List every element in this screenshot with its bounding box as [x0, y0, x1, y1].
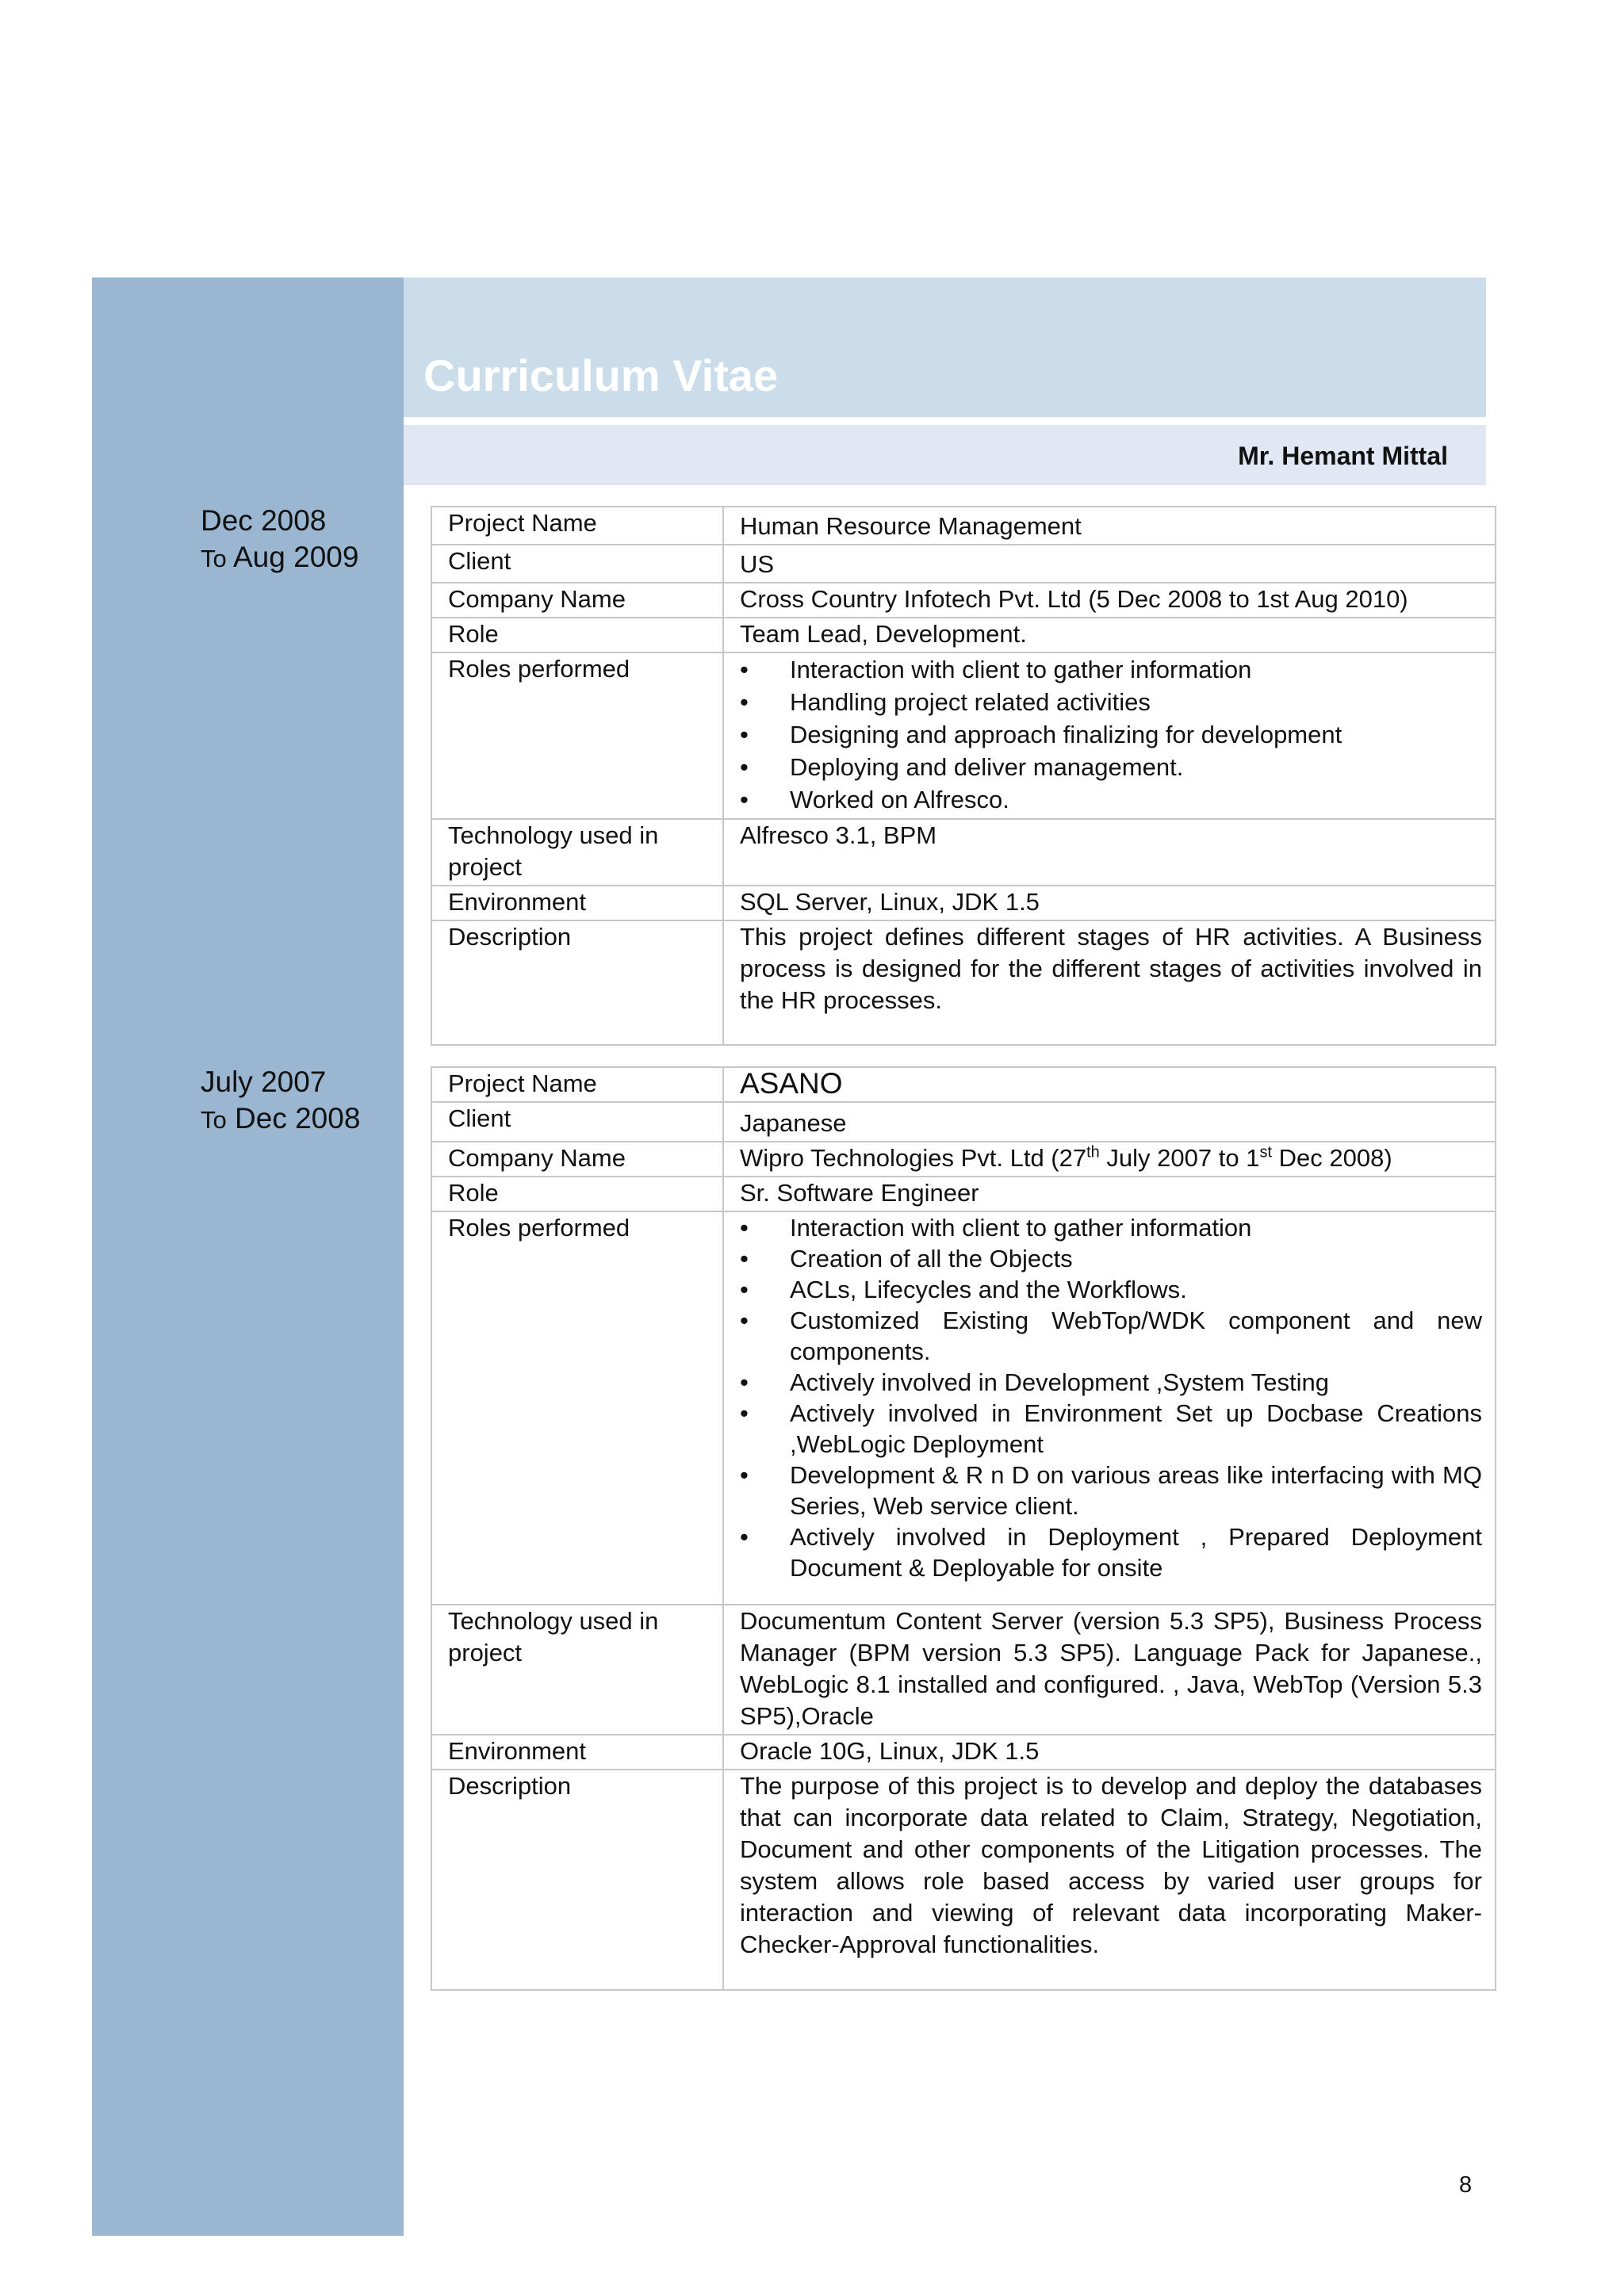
label-technology-line1: Technology used in — [448, 821, 659, 849]
date-to-line — [201, 539, 358, 577]
value-environment: Oracle 10G, Linux, JDK 1.5 — [723, 1735, 1496, 1770]
company-text: July 2007 to 1 — [1099, 1144, 1260, 1172]
page-number: 8 — [1459, 2172, 1473, 2198]
roles-list — [740, 1212, 1482, 1583]
list-item: • Actively involved in Development ,System Testing — [740, 1367, 1482, 1398]
value-client: Japanese — [723, 1102, 1496, 1142]
company-text: Wipro Technologies Pvt. Ltd (27 — [740, 1144, 1087, 1172]
row-company — [431, 583, 1496, 618]
row-client — [431, 545, 1496, 583]
list-item: • Actively involved in Environment Set up Docbase Creations ,WebLogic Deployment — [740, 1398, 1482, 1460]
value-client: US — [723, 545, 1496, 583]
value-roles-performed — [723, 652, 1496, 819]
list-item: • Worked on Alfresco. — [740, 783, 1482, 816]
label-company: Company Name — [431, 1142, 723, 1177]
value-project-name: Human Resource Management — [723, 507, 1496, 545]
label-roles-performed: Roles performed — [431, 652, 723, 819]
company-text: Dec 2008) — [1272, 1144, 1392, 1172]
value-environment: SQL Server, Linux, JDK 1.5 — [723, 886, 1496, 920]
label-project-name: Project Name — [431, 507, 723, 545]
project-2-table — [431, 1066, 1496, 1991]
date-to-line — [201, 1100, 360, 1138]
label-environment: Environment — [431, 886, 723, 920]
candidate-name: Mr. Hemant Mittal — [1238, 442, 1448, 470]
label-client: Client — [431, 1102, 723, 1142]
row-project-name — [431, 507, 1496, 545]
value-project-name: ASANO — [723, 1067, 1496, 1102]
label-company: Company Name — [431, 583, 723, 618]
value-company — [723, 1142, 1496, 1177]
label-project-name: Project Name — [431, 1067, 723, 1102]
value-role: Team Lead, Development. — [723, 618, 1496, 652]
value-description: This project defines different stages of HR activities. A Business process is designed for the different stages of activities involved in the HR processes. — [723, 920, 1496, 1045]
label-client: Client — [431, 545, 723, 583]
label-roles-performed: Roles performed — [431, 1211, 723, 1605]
label-role: Role — [431, 1177, 723, 1211]
label-technology — [431, 1605, 723, 1735]
to-word: To — [201, 545, 227, 572]
date-from: July 2007 — [201, 1066, 327, 1098]
date-from: Dec 2008 — [201, 504, 327, 537]
label-environment: Environment — [431, 1735, 723, 1770]
list-item: • Customized Existing WebTop/WDK component and new components. — [740, 1305, 1482, 1367]
row-role — [431, 1177, 1496, 1211]
value-roles-performed — [723, 1211, 1496, 1605]
row-technology — [431, 819, 1496, 886]
row-description — [431, 920, 1496, 1045]
label-technology-line2: project — [448, 853, 523, 881]
company-sup: st — [1259, 1143, 1272, 1161]
label-technology — [431, 819, 723, 886]
value-technology: Documentum Content Server (version 5.3 SP5), Business Process Manager (BPM version 5.3 SP5). Language Pack for Japanese., WebLogic 8.1 installed and configured. , Java, WebTop (Version 5.3 SP5),Oracle — [723, 1605, 1496, 1735]
project-1-table — [431, 506, 1496, 1046]
project-1-dates — [201, 503, 358, 577]
list-item: • Interaction with client to gather information — [740, 1212, 1482, 1243]
row-description — [431, 1770, 1496, 1990]
list-item: • Designing and approach finalizing for development — [740, 718, 1482, 751]
row-company — [431, 1142, 1496, 1177]
date-to: Dec 2008 — [235, 1102, 361, 1135]
label-role: Role — [431, 618, 723, 652]
roles-list — [740, 653, 1482, 816]
row-environment — [431, 886, 1496, 920]
label-description: Description — [431, 920, 723, 1045]
row-roles-performed — [431, 652, 1496, 819]
row-project-name — [431, 1067, 1496, 1102]
date-to: Aug 2009 — [233, 541, 359, 573]
label-technology-line1: Technology used in — [448, 1607, 659, 1635]
name-band — [404, 425, 1486, 485]
to-word: To — [201, 1106, 227, 1134]
list-item: • Actively involved in Deployment , Prepared Deployment Document & Deployable for onsite — [740, 1521, 1482, 1583]
project-2-dates — [201, 1064, 360, 1138]
list-item: • Deploying and deliver management. — [740, 751, 1482, 783]
value-description: The purpose of this project is to develop and deploy the databases that can incorporate data related to Claim, Strategy, Negotiation, Document and other components of the Litigation processes. The system allows role based access by varied user groups for interaction and viewing of relevant data incorporating Maker-Checker-Approval functionalities. — [723, 1770, 1496, 1990]
list-item: • Interaction with client to gather information — [740, 653, 1482, 686]
list-item: • ACLs, Lifecycles and the Workflows. — [740, 1274, 1482, 1305]
value-technology: Alfresco 3.1, BPM — [723, 819, 1496, 886]
row-role — [431, 618, 1496, 652]
list-item: • Handling project related activities — [740, 686, 1482, 718]
list-item: • Creation of all the Objects — [740, 1243, 1482, 1274]
company-sup: th — [1086, 1143, 1100, 1161]
value-role: Sr. Software Engineer — [723, 1177, 1496, 1211]
list-item: • Development & R n D on various areas like interfacing with MQ Series, Web service client. — [740, 1460, 1482, 1521]
row-technology — [431, 1605, 1496, 1735]
row-roles-performed — [431, 1211, 1496, 1605]
page-title: Curriculum Vitae — [423, 350, 779, 400]
row-environment — [431, 1735, 1496, 1770]
label-description: Description — [431, 1770, 723, 1990]
label-technology-line2: project — [448, 1639, 523, 1667]
value-company: Cross Country Infotech Pvt. Ltd (5 Dec 2008 to 1st Aug 2010) — [723, 583, 1496, 618]
row-client — [431, 1102, 1496, 1142]
